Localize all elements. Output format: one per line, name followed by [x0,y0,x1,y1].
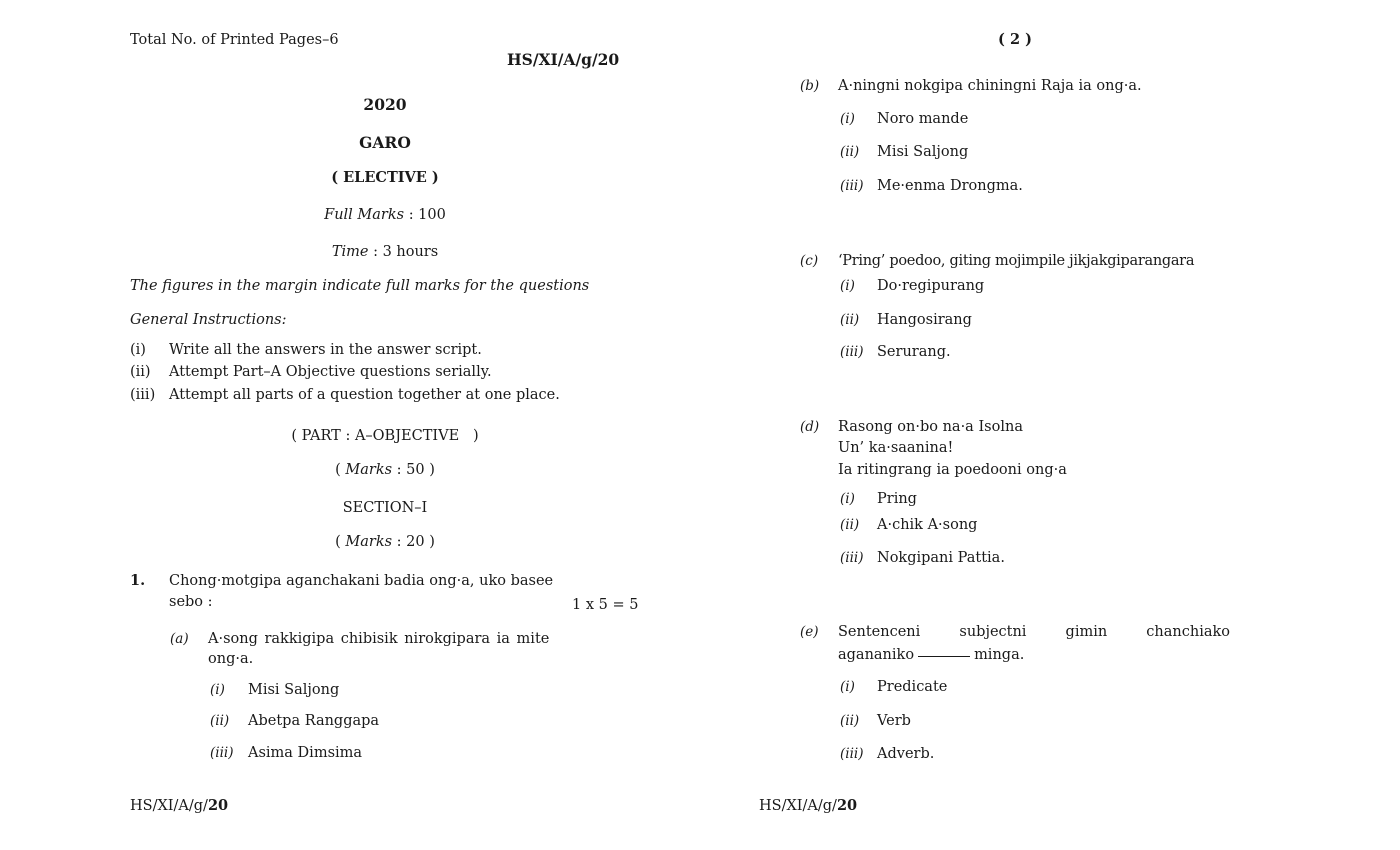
time-value: : 3 hours [373,244,439,260]
instructions-heading: General Instructions: [130,312,287,328]
sub-question-text: Ia ritingrang ia poedooni ong·a [838,462,1067,478]
page-number: ( 2 ) [998,31,1032,48]
full-marks [324,206,446,224]
footer-code-prefix: HS/XI/A/g/ [130,798,208,814]
question-text-line1: Chong·motgipa aganchakani badia ong·a, uko basee [169,573,554,589]
option-text: Serurang. [877,344,951,360]
full-marks-value: : 100 [408,207,446,223]
option-label: (i) [840,679,855,695]
part-marks-value: : 50 ) [396,462,435,478]
option-text: Misi Saljong [248,682,340,698]
sub-question-label: (d) [800,419,820,435]
option-label: (i) [210,682,225,698]
option-text: Verb [877,713,911,729]
footer-code-suffix: 20 [836,797,858,814]
instruction-number: (iii) [130,387,156,403]
option-label: (iii) [840,178,864,194]
subject-title: GARO [359,133,411,152]
footer-code-suffix: 20 [207,797,229,814]
footer-code-prefix: HS/XI/A/g/ [759,798,837,814]
paper-type: ( ELECTIVE ) [331,169,439,186]
option-text: Asima Dimsima [248,745,363,761]
question-marks: 1 x 5 = 5 [572,597,639,613]
instruction-number: (ii) [130,364,151,380]
text-before-blank: agananiko [838,647,915,663]
instruction-item [130,363,151,381]
printed-pages-note: Total No. of Printed Pages–6 [130,32,339,48]
instruction-item [130,386,155,404]
option-text: Misi Saljong [877,144,969,160]
option-text: Nokgipani Pattia. [877,550,1005,566]
option-label: (ii) [840,713,860,729]
footer-code [130,797,228,815]
option-label: (ii) [840,144,860,160]
sub-question-label: (a) [170,631,189,647]
option-text: Do·regipurang [877,278,985,294]
part-marks: ( Marks : 50 ) [335,462,435,478]
margin-note: The figures in the margin indicate full marks for the questions [130,278,590,294]
part-marks-label: Marks [345,462,393,478]
option-text: Abetpa Ranggapa [248,713,380,729]
question-number: 1. [130,572,146,589]
sub-question-text: ‘Pring’ poedoo, giting mojimpile jikjakgiparangara [838,253,1195,269]
sub-question-label: (c) [800,253,819,269]
instruction-text: Attempt all parts of a question together at one place. [169,387,560,403]
fill-in-blank [918,656,970,657]
sub-question-text: A·ningni nokgipa chiningni Raja ia ong·a. [838,78,1142,94]
instruction-text: Write all the answers in the answer script. [169,342,482,358]
option-text: Me·enma Drongma. [877,178,1023,194]
sub-question-label: (b) [800,78,820,94]
option-label: (iii) [840,550,864,566]
option-label: (i) [840,111,855,127]
option-label: (ii) [210,713,230,729]
question-text-line2: sebo : [169,594,213,610]
option-text: Predicate [877,679,948,695]
text-after-blank: minga. [974,647,1025,663]
sub-question-text: Rasong on·bo na·a Isolna [838,419,1023,435]
instruction-item [130,341,146,359]
sub-question-text: ong·a. [208,651,254,667]
section-heading: SECTION–I [342,500,428,516]
option-label: (i) [840,491,855,507]
exam-year: 2020 [363,95,407,114]
option-text: Noro mande [877,111,969,127]
section-marks: ( Marks : 20 ) [335,534,435,550]
option-label: (ii) [840,517,860,533]
paper-code: HS/XI/A/g/20 [507,50,620,69]
option-label: (ii) [840,312,860,328]
option-label: (iii) [840,344,864,360]
part-heading: ( PART : A–OBJECTIVE ) [291,428,479,444]
time-label: Time [331,244,369,260]
footer-code [759,797,857,815]
option-label: (iii) [210,745,234,761]
full-marks-label: Full Marks [324,207,405,223]
sub-question-text [838,646,1024,664]
time [332,243,438,261]
option-text: Hangosirang [877,312,972,328]
option-text: A·chik A·song [877,517,978,533]
sub-question-text: A·song rakkigipa chibisik nirokgipara ia mite [208,631,550,647]
option-label: (iii) [840,746,864,762]
sub-question-label: (e) [800,624,819,640]
instruction-number: (i) [130,342,146,358]
option-text: Adverb. [877,746,935,762]
option-text: Pring [877,491,917,507]
option-label: (i) [840,278,855,294]
sub-question-text: Un’ ka·saanina! [838,440,954,456]
section-marks-value: : 20 ) [396,534,435,550]
instruction-text: Attempt Part–A Objective questions serially. [169,364,492,380]
section-marks-label: Marks [345,534,393,550]
sub-question-text: Sentenceni subjectni gimin chanchiako [838,624,1230,640]
